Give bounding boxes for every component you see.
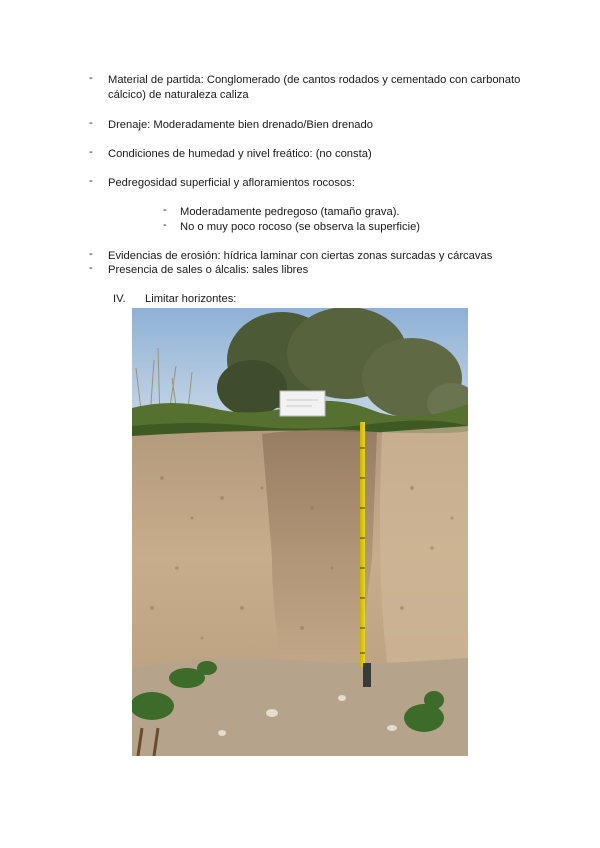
soil-profile-photo [132,308,468,756]
tape-case [363,663,371,687]
material-line-2: cálcico) de naturaleza caliza [108,89,249,101]
dash-marker: - [89,248,93,260]
rocoso-text: No o muy poco rocoso (se observa la superficie) [180,221,421,233]
dark-channel [262,429,377,668]
measuring-tape [360,422,365,667]
erosion-text: Evidencias de erosión: hídrica laminar con ciertas zonas surcadas y cárcavas [108,250,493,262]
dash-marker: - [89,262,93,274]
sample-sign [280,391,325,416]
sales-text: Presencia de sales o álcalis: sales libres [108,264,309,276]
drenaje-text: Drenaje: Moderadamente bien drenado/Bien drenado [108,119,373,131]
dash-marker: - [89,72,93,84]
dash-marker: - [89,117,93,129]
pedregoso-text: Moderadamente pedregoso (tamaño grava). [180,206,400,218]
dash-marker: - [163,204,167,216]
material-line-1: Material de partida: Conglomerado (de cantos rodados y cementado con carbonato [108,74,521,86]
pedregosidad-text: Pedregosidad superficial y afloramientos rocosos: [108,177,355,189]
section-number: IV. [113,293,126,305]
dash-marker: - [89,146,93,158]
section-title: Limitar horizontes: [145,293,237,305]
dash-marker: - [89,175,93,187]
dash-marker: - [163,219,167,231]
humedad-text: Condiciones de humedad y nivel freático: (no consta) [108,148,372,160]
